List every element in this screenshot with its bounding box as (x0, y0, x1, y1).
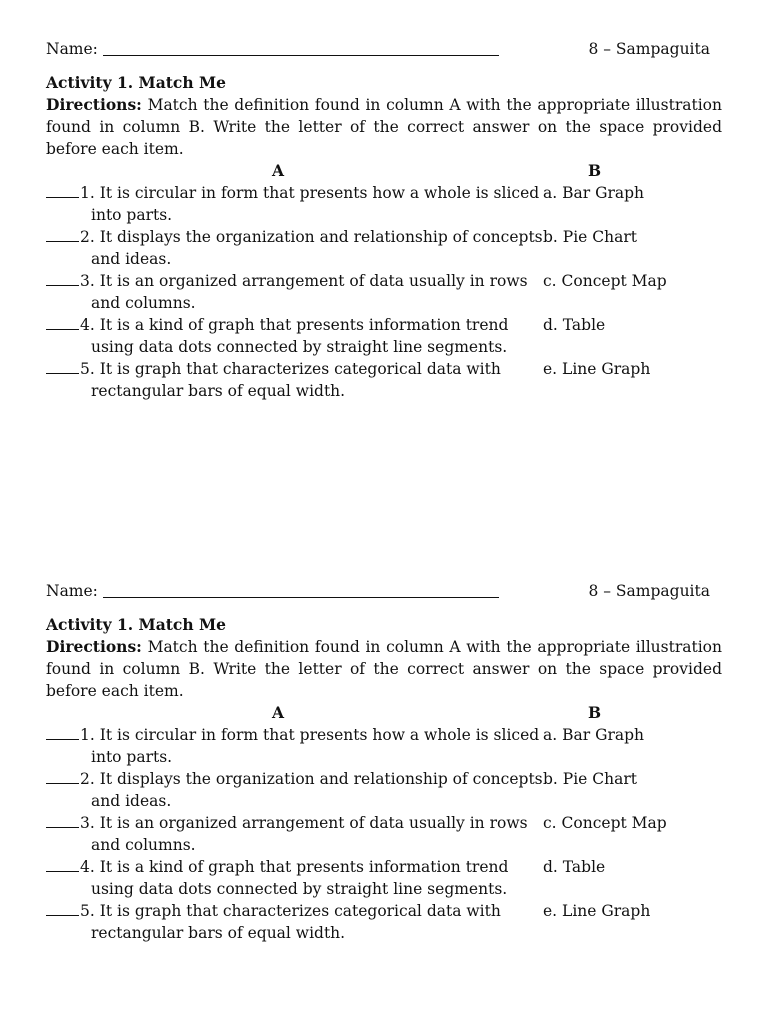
item-5 (46, 358, 722, 402)
item-text-4: 4. It is a kind of graph that presents information trend using data dots connected by straight line segments. (80, 858, 509, 898)
column-headers (46, 702, 722, 724)
answer-blank-1 (46, 724, 79, 740)
item-5 (46, 900, 722, 944)
directions-text: Match the definition found in column A with the appropriate illustration found in column B. Write the letter of the correct answer on the space provided before each item. (46, 96, 722, 158)
activity-title: Activity 1. Match Me (46, 615, 227, 634)
choice-a: a. Bar Graph (543, 184, 644, 202)
column-headers (46, 160, 722, 182)
item-4 (46, 856, 722, 900)
item-text-5: 5. It is graph that characterizes categorical data with rectangular bars of equal width. (80, 902, 501, 942)
directions-label: Directions: (46, 637, 142, 656)
choice-d: d. Table (543, 316, 606, 334)
item-1 (46, 724, 722, 768)
choice-a: a. Bar Graph (543, 726, 644, 744)
answer-blank-1 (46, 182, 79, 198)
item-text-1: 1. It is circular in form that presents how a whole is sliced into parts. (80, 184, 540, 224)
item-4 (46, 314, 722, 358)
choice-d: d. Table (543, 858, 606, 876)
worksheet-copy-1 (46, 38, 722, 402)
section-label: 8 – Sampaguita (588, 582, 710, 600)
item-2 (46, 768, 722, 812)
item-text-2: 2. It displays the organization and relationship of concepts and ideas. (80, 770, 543, 810)
answer-blank-4 (46, 314, 79, 330)
answer-blank-2 (46, 226, 79, 242)
item-1 (46, 182, 722, 226)
column-b-header: B (588, 161, 602, 180)
item-3 (46, 812, 722, 856)
section-label: 8 – Sampaguita (588, 40, 710, 58)
choice-e: e. Line Graph (543, 360, 651, 378)
name-label: Name: (46, 40, 98, 58)
choice-c: c. Concept Map (543, 272, 667, 290)
item-text-3: 3. It is an organized arrangement of data usually in rows and columns. (80, 814, 528, 854)
name-label: Name: (46, 582, 98, 600)
activity-title: Activity 1. Match Me (46, 73, 227, 92)
answer-blank-5 (46, 358, 79, 374)
item-text-2: 2. It displays the organization and relationship of concepts and ideas. (80, 228, 543, 268)
choice-e: e. Line Graph (543, 902, 651, 920)
name-blank-line (103, 55, 499, 56)
answer-blank-5 (46, 900, 79, 916)
name-blank-line (103, 597, 499, 598)
directions-label: Directions: (46, 95, 142, 114)
answer-blank-3 (46, 270, 79, 286)
item-text-1: 1. It is circular in form that presents how a whole is sliced into parts. (80, 726, 540, 766)
directions (46, 94, 722, 160)
item-text-5: 5. It is graph that characterizes categorical data with rectangular bars of equal width. (80, 360, 501, 400)
name-row (46, 580, 722, 602)
answer-blank-3 (46, 812, 79, 828)
worksheet-copy-2 (46, 580, 722, 944)
directions (46, 636, 722, 702)
choice-b: b. Pie Chart (543, 228, 637, 246)
item-3 (46, 270, 722, 314)
item-text-3: 3. It is an organized arrangement of data usually in rows and columns. (80, 272, 528, 312)
directions-text: Match the definition found in column A with the appropriate illustration found in column B. Write the letter of the correct answer on the space provided before each item. (46, 638, 722, 700)
item-2 (46, 226, 722, 270)
name-row (46, 38, 722, 60)
column-a-header: A (272, 703, 285, 722)
choice-b: b. Pie Chart (543, 770, 637, 788)
answer-blank-2 (46, 768, 79, 784)
item-text-4: 4. It is a kind of graph that presents information trend using data dots connected by straight line segments. (80, 316, 509, 356)
answer-blank-4 (46, 856, 79, 872)
column-b-header: B (588, 703, 602, 722)
column-a-header: A (272, 161, 285, 180)
choice-c: c. Concept Map (543, 814, 667, 832)
